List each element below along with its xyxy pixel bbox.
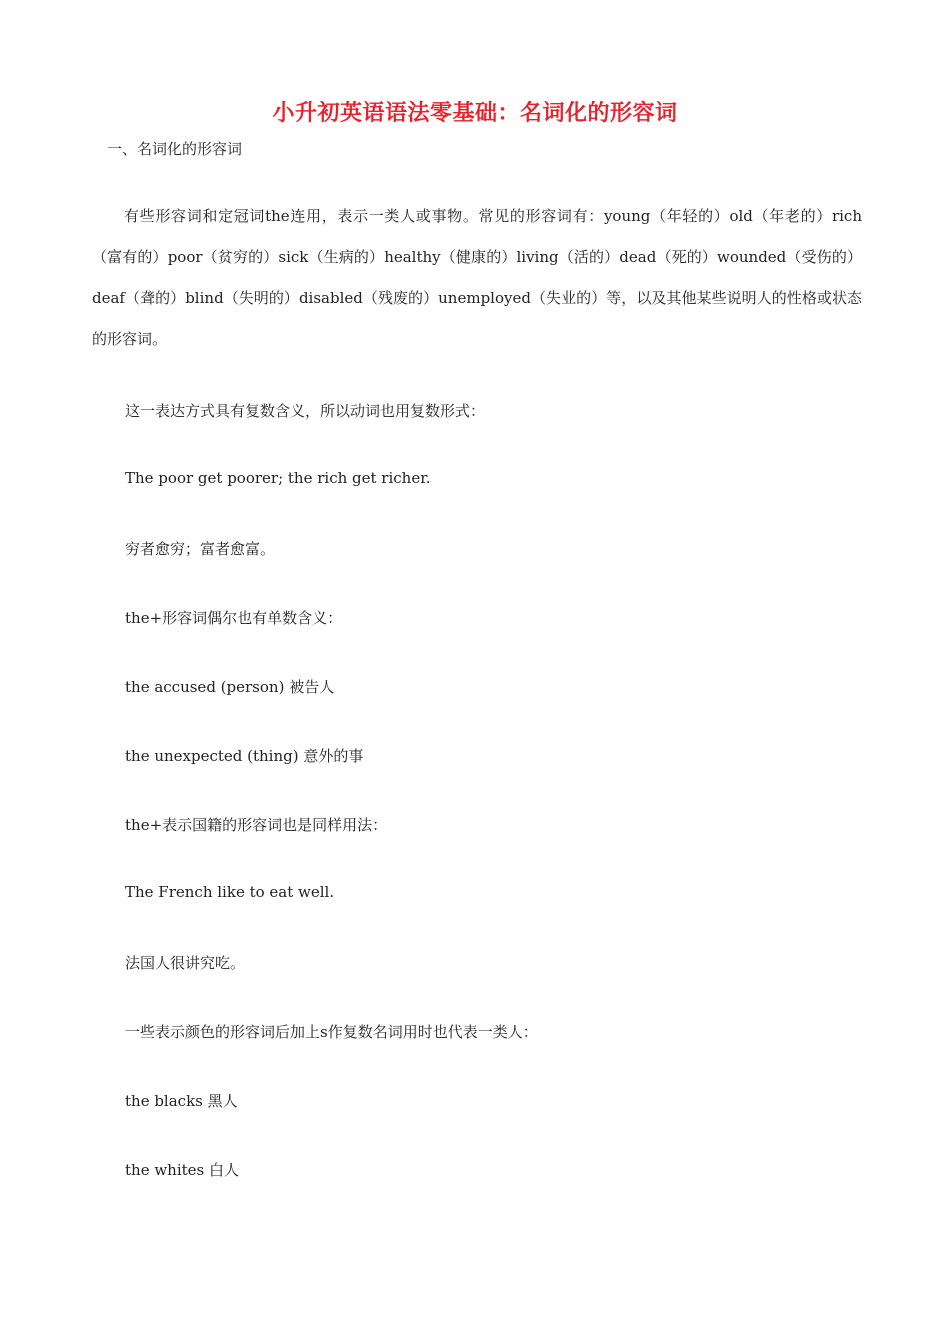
section-heading: 一、名词化的形容词 (107, 140, 243, 158)
document-title: 小升初英语语法零基础：名词化的形容词 (272, 100, 678, 126)
example-line: the blacks 黑人 (125, 1092, 238, 1110)
example-line: the accused (person) 被告人 (125, 678, 335, 696)
translation-line: 穷者愈穷；富者愈富。 (125, 540, 276, 558)
example-sentence: The poor get poorer; the rich get richer. (125, 469, 431, 487)
example-line: the whites 白人 (125, 1161, 240, 1179)
body-line: 一些表示颜色的形容词后加上s作复数名词用时也代表一类人： (125, 1023, 538, 1041)
body-line: 这一表达方式具有复数含义，所以动词也用复数形式： (125, 402, 486, 420)
body-line: the+形容词偶尔也有单数含义： (125, 609, 343, 627)
example-sentence: The French like to eat well. (125, 883, 335, 901)
example-line: the unexpected (thing) 意外的事 (125, 747, 364, 765)
body-line: the+表示国籍的形容词也是同样用法： (125, 816, 388, 834)
intro-paragraph: 有些形容词和定冠词the连用，表示一类人或事物。常见的形容词有：young（年轻的）old（年老的）rich（富有的）poor（贫穷的）sick（生病的）healthy（健康的）living（活的）dead（死的）wounded（受伤的）deaf（聋的）blind（失明的）disabled（残废的）unemployed（失业的）等，以及其他某些说明人的性格或状态的形容词。 (92, 207, 862, 348)
translation-line: 法国人很讲究吃。 (125, 954, 246, 972)
